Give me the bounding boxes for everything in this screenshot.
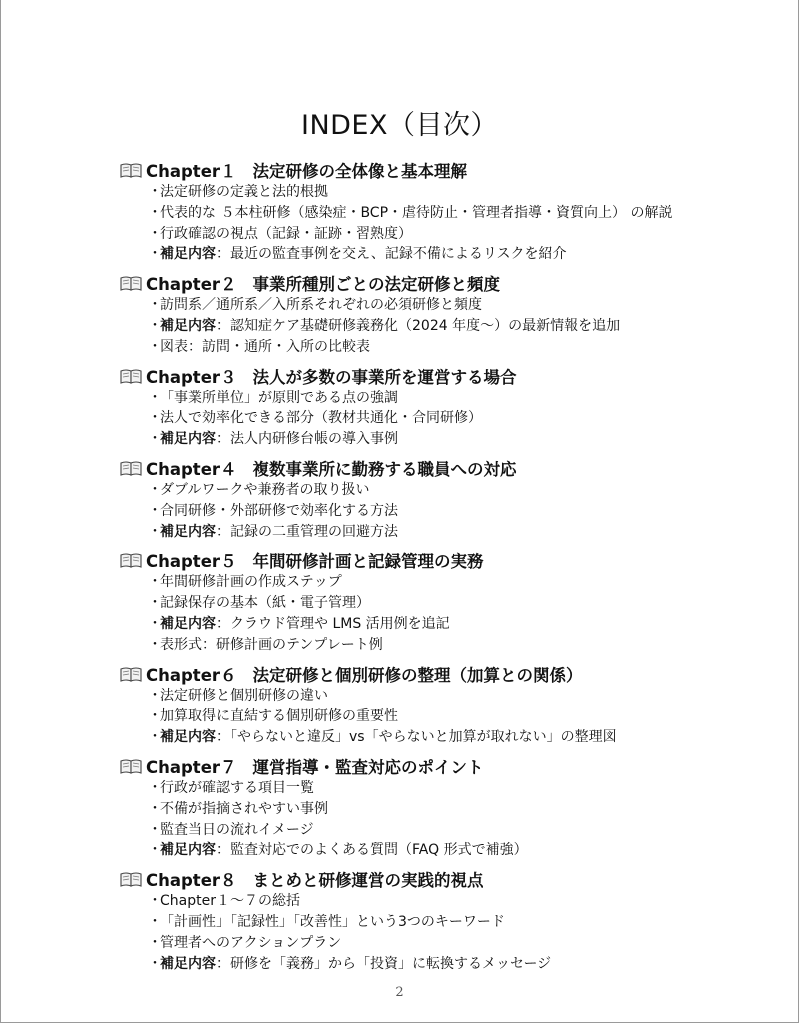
list-item xyxy=(120,820,780,841)
item-text: 表形式：研修計画のテンプレート例 xyxy=(160,636,383,653)
bullet-dot-icon: ・ xyxy=(148,800,162,817)
list-item xyxy=(120,224,780,245)
bullet-dot-icon: ・ xyxy=(148,893,162,910)
item-text: 記録保存の基本（紙・電子管理） xyxy=(160,595,370,612)
chapter-number: Chapter４ xyxy=(146,459,237,479)
item-text: ：研修を「義務」から「投資」に転換するメッセージ xyxy=(216,955,552,972)
chapter-number: Chapter１ xyxy=(146,162,237,181)
list-item xyxy=(120,912,780,933)
list-item xyxy=(120,388,780,409)
chapter-heading xyxy=(120,271,780,295)
item-text: 「計画性」「記録性」「改善性」という3つのキーワード xyxy=(160,913,505,930)
item-text: 行政が確認する項目一覧 xyxy=(160,779,314,796)
list-item xyxy=(120,891,780,912)
chapter-number: Chapter８ xyxy=(146,871,237,891)
bullet-dot-icon: ・ xyxy=(148,913,162,930)
list-item xyxy=(120,316,780,337)
item-text: 年間研修計画の作成ステップ xyxy=(160,574,342,591)
chapter-title: 事業所種別ごとの法定研修と頻度 xyxy=(252,275,501,295)
chapter-number: Chapter５ xyxy=(146,552,237,572)
list-item xyxy=(120,203,780,224)
list-item xyxy=(120,954,780,975)
list-item xyxy=(120,635,780,656)
chapter-heading xyxy=(120,867,780,891)
book-icon xyxy=(120,871,142,887)
item-text: ：認知症ケア基礎研修義務化（2024 年度～）の最新情報を追加 xyxy=(216,317,621,334)
chapter-heading xyxy=(120,548,780,572)
bullet-dot-icon: ・ xyxy=(148,779,162,796)
chapter-heading xyxy=(120,456,780,480)
list-item xyxy=(120,614,780,635)
bullet-dot-icon: ・ xyxy=(148,431,162,448)
bullet-dot-icon: ・ xyxy=(148,389,162,406)
item-text: 不備が指摘されやすい事例 xyxy=(160,800,328,817)
chapter-heading xyxy=(120,158,780,182)
bullet-dot-icon: ・ xyxy=(148,317,162,334)
list-item xyxy=(120,429,780,450)
list-item xyxy=(120,572,780,593)
chapter-title: 法定研修と個別研修の整理（加算との関係） xyxy=(252,665,583,685)
chapter-number: Chapter６ xyxy=(146,665,237,685)
bullet-dot-icon: ・ xyxy=(148,523,162,540)
bullet-dot-icon: ・ xyxy=(148,297,162,314)
chapter-section xyxy=(120,662,780,748)
page-title: INDEX（目次） xyxy=(300,110,498,141)
list-item xyxy=(120,522,780,543)
bullet-dot-icon: ・ xyxy=(148,574,162,591)
item-text: 法人で効率化できる部分（教材共通化・合同研修） xyxy=(160,410,482,427)
item-label: 補足内容 xyxy=(160,729,216,746)
chapter-section xyxy=(120,548,780,655)
bullet-dot-icon: ・ xyxy=(148,225,162,242)
list-item xyxy=(120,840,780,861)
list-item xyxy=(120,686,780,707)
list-item xyxy=(120,706,780,727)
bullet-dot-icon: ・ xyxy=(148,184,162,200)
item-label: 補足内容 xyxy=(160,431,216,448)
item-text: 管理者へのアクションプラン xyxy=(160,934,342,951)
item-text: 行政確認の視点（記録・証跡・習熟度） xyxy=(160,225,412,242)
list-item xyxy=(120,480,780,501)
item-text: ：記録の二重管理の回避方法 xyxy=(216,523,398,540)
item-label: 補足内容 xyxy=(160,317,216,334)
item-label: 補足内容 xyxy=(160,246,216,263)
item-text: 監査当日の流れイメージ xyxy=(160,821,314,838)
chapter-item-list xyxy=(120,891,780,974)
chapter-section xyxy=(120,271,780,357)
chapter-item-list xyxy=(120,572,780,655)
chapter-title: 法定研修の全体像と基本理解 xyxy=(252,162,468,181)
chapter-heading xyxy=(120,754,780,778)
item-text: ダブルワークや兼務者の取り扱い xyxy=(160,481,370,498)
item-text: 法定研修と個別研修の違い xyxy=(160,687,328,704)
bullet-dot-icon: ・ xyxy=(148,338,162,355)
item-text: 加算取得に直結する個別研修の重要性 xyxy=(160,708,398,725)
item-label: 補足内容 xyxy=(160,955,216,972)
item-text: Chapter１～７の総括 xyxy=(160,893,300,910)
list-item xyxy=(120,408,780,429)
chapter-item-list xyxy=(120,686,780,748)
bullet-dot-icon: ・ xyxy=(148,729,162,746)
chapter-item-list xyxy=(120,778,780,861)
list-item xyxy=(120,799,780,820)
bullet-dot-icon: ・ xyxy=(148,934,162,951)
item-label: 補足内容 xyxy=(160,615,216,632)
book-icon xyxy=(120,552,142,568)
bullet-dot-icon: ・ xyxy=(148,821,162,838)
chapter-title: 年間研修計画と記録管理の実務 xyxy=(252,552,484,572)
item-label: 補足内容 xyxy=(160,842,216,859)
bullet-dot-icon: ・ xyxy=(148,481,162,498)
book-icon xyxy=(120,275,142,291)
page-number: 2 xyxy=(395,985,404,1000)
book-icon xyxy=(120,162,142,178)
item-text: ：「やらないと違反」vs「やらないと加算が取れない」の整理図 xyxy=(216,729,617,746)
bullet-dot-icon: ・ xyxy=(148,636,162,653)
book-icon xyxy=(120,666,142,682)
item-text: ：監査対応でのよくある質問（FAQ 形式で補強） xyxy=(216,842,528,859)
chapter-section xyxy=(120,867,780,974)
chapter-number: Chapter３ xyxy=(146,367,237,387)
chapter-section xyxy=(120,158,780,265)
chapter-heading xyxy=(120,364,780,388)
chapter-item-list xyxy=(120,295,780,357)
chapter-number: Chapter２ xyxy=(146,275,237,295)
item-text: ：最近の監査事例を交え、記録不備によるリスクを紹介 xyxy=(216,246,567,263)
table-of-contents xyxy=(120,158,780,980)
item-text: 合同研修・外部研修で効率化する方法 xyxy=(160,502,398,519)
bullet-dot-icon: ・ xyxy=(148,842,162,859)
list-item xyxy=(120,593,780,614)
list-item xyxy=(120,727,780,748)
list-item xyxy=(120,933,780,954)
chapter-title: 複数事業所に勤務する職員への対応 xyxy=(252,459,517,479)
item-text: ：法人内研修台帳の導入事例 xyxy=(216,431,398,448)
bullet-dot-icon: ・ xyxy=(148,410,162,427)
bullet-dot-icon: ・ xyxy=(148,595,162,612)
bullet-dot-icon: ・ xyxy=(148,687,162,704)
chapter-item-list xyxy=(120,480,780,542)
chapter-section xyxy=(120,754,780,861)
bullet-dot-icon: ・ xyxy=(148,615,162,632)
item-label: 補足内容 xyxy=(160,523,216,540)
chapter-item-list xyxy=(120,182,780,265)
chapter-title: 法人が多数の事業所を運営する場合 xyxy=(252,367,517,387)
bullet-dot-icon: ・ xyxy=(148,204,162,221)
item-text: ：クラウド管理や LMS 活用例を追記 xyxy=(216,615,450,632)
chapter-title: まとめと研修運営の実践的視点 xyxy=(252,871,484,891)
item-text: 代表的な ５本柱研修（感染症・BCP・虐待防止・管理者指導・資質向上） の解説 xyxy=(160,204,673,221)
bullet-dot-icon: ・ xyxy=(148,708,162,725)
item-text: 図表：訪問・通所・入所の比較表 xyxy=(160,338,370,355)
bullet-dot-icon: ・ xyxy=(148,246,162,263)
item-text: 法定研修の定義と法的根拠 xyxy=(160,184,328,200)
list-item xyxy=(120,501,780,522)
list-item xyxy=(120,244,780,265)
chapter-section xyxy=(120,456,780,542)
item-text: 「事業所単位」が原則である点の強調 xyxy=(160,389,398,406)
chapter-number: Chapter７ xyxy=(146,757,237,777)
chapter-section xyxy=(120,364,780,450)
list-item xyxy=(120,182,780,203)
chapter-title: 運営指導・監査対応のポイント xyxy=(252,757,484,777)
list-item xyxy=(120,337,780,358)
list-item xyxy=(120,778,780,799)
chapter-heading xyxy=(120,662,780,686)
chapter-item-list xyxy=(120,388,780,450)
bullet-dot-icon: ・ xyxy=(148,955,162,972)
bullet-dot-icon: ・ xyxy=(148,502,162,519)
item-text: 訪問系／通所系／入所系それぞれの必須研修と頻度 xyxy=(160,297,482,314)
book-icon xyxy=(120,758,142,774)
list-item xyxy=(120,295,780,316)
book-icon xyxy=(120,368,142,384)
book-icon xyxy=(120,460,142,476)
